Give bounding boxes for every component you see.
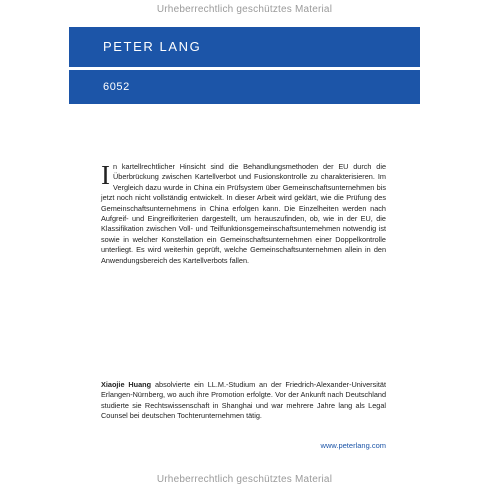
author-name: Xiaojie Huang: [101, 380, 152, 389]
abstract-body: n kartellrechtlicher Hinsicht sind die Behandlungsmethoden der EU durch die Überbrückung zwischen Kartellverbot und Fusionskontrolle zu charakterisieren. Im Vergleich dazu wurde in China ein Prüfsystem über Gemeinschaftsunternehmen bis jetzt noch nicht vollständig entwickelt. In dieser Arbeit wird geklärt, wie die Prüfung des Gemeinschaftsunternehmens in China erfolgen kann. Die Einzelheiten werden nach Aufgreif- und Eingreifkriterien dargestellt, um herauszufinden, ob, wie in der EU, die Klassifikation zwischen Voll- und Teilfunktionsgemeinschaftsunternehmen notwendig ist sowie in welcher Konstellation ein Gemeinschaftsunternehmen einer Doppelkontrolle unterliegt. Es wird weiterhin geprüft, welche Gemeinschaftsunternehmen allein in den Anwendungsbereich des Kartellverbots fallen.: [101, 162, 386, 265]
series-band: [69, 70, 420, 104]
author-bio-text: absolvierte ein LL.M.-Studium an der Friedrich-Alexander-Universität Erlangen-Nürnberg, wo auch ihre Promotion erfolgte. Vor der Ankunft nach Deutschland studierte sie Rechtswissenschaft in Shanghai und war mehrere Jahre lang als Legal Counsel bei deutschen Tochterunternehmen tätig.: [101, 380, 386, 421]
abstract-text: [101, 162, 386, 266]
publisher-url[interactable]: www.peterlang.com: [320, 441, 386, 450]
copyright-watermark-top: Urheberrechtlich geschütztes Material: [156, 4, 333, 15]
copyright-watermark-bottom: Urheberrechtlich geschütztes Material: [156, 474, 333, 485]
publisher-band: [69, 27, 420, 67]
series-number: 6052: [103, 81, 130, 93]
publisher-name: PETER LANG: [103, 39, 202, 54]
author-bio: [101, 380, 386, 422]
abstract-dropcap: I: [101, 160, 110, 190]
